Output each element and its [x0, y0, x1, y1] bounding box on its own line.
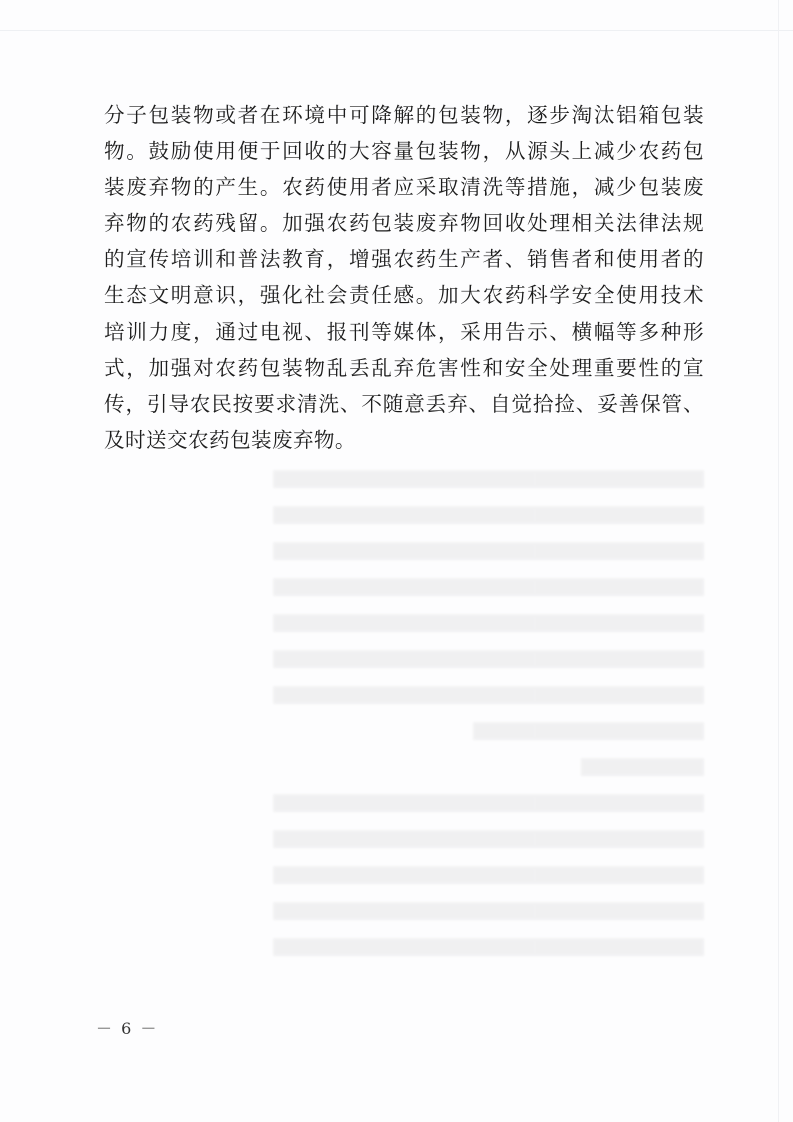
paragraph-line: 装废弃物的产生。农药使用者应采取清洗等措施，减少包装废 [104, 175, 704, 200]
paragraph-line: 式，加强对农药包装物乱丢乱弃危害性和安全处理重要性的宣 [104, 355, 704, 380]
paragraph-line: 传，引导农民按要求清洗、不随意丢弃、自觉拾捡、妥善保管、 [104, 391, 704, 416]
paragraph-line: 分子包装物或者在环境中可降解的包装物，逐步淘汰铝箱包装 [104, 103, 704, 127]
paragraph-line: 的宣传培训和普法教育，增强农药生产者、销售者和使用者的 [104, 247, 704, 272]
paragraph-line: 及时送交农药包装废弃物。 [104, 427, 356, 452]
page-number: － 6 － [96, 1019, 159, 1038]
scan-edge-top [0, 30, 793, 31]
bleed-through-texture: ▆▆▆▆▆▆▆▆▆▆▆▆▆▆▆▆▆▆▆▆▆▆▆▆▆▆▆▆ ▆▆▆▆▆▆▆▆▆▆▆▆▆▆▆▆▆▆▆▆▆▆▆▆▆▆▆▆ ▆▆▆▆▆▆▆▆▆▆▆▆▆▆▆▆▆▆▆▆▆▆▆▆▆▆▆▆ ▆▆▆▆▆▆▆▆▆▆▆▆▆▆▆▆▆▆▆▆▆▆▆▆▆▆▆▆ ▆▆▆▆▆▆▆▆▆▆▆▆▆▆▆▆▆▆▆▆▆▆▆▆▆▆▆▆ ▆▆▆▆▆▆▆▆▆▆▆▆▆▆▆▆▆▆▆▆▆▆▆▆▆▆▆▆ ▆▆▆▆▆▆▆▆▆▆▆▆▆▆▆▆▆▆▆▆▆▆▆▆▆▆▆▆ ▆▆▆▆▆▆▆▆▆▆▆▆▆▆▆ ▆▆▆▆▆▆▆▆ ▆▆▆▆▆▆▆▆▆▆▆▆▆▆▆▆▆▆▆▆▆▆▆▆▆▆▆▆ ▆▆▆▆▆▆▆▆▆▆▆▆▆▆▆▆▆▆▆▆▆▆▆▆▆▆▆▆ ▆▆▆▆▆▆▆▆▆▆▆▆▆▆▆▆▆▆▆▆▆▆▆▆▆▆▆▆ ▆▆▆▆▆▆▆▆▆▆▆▆▆▆▆▆▆▆▆▆▆▆▆▆▆▆▆▆ ▆▆▆▆▆▆▆▆▆▆▆▆▆▆▆▆▆▆▆▆▆▆▆▆▆▆▆▆ [273, 464, 704, 956]
paragraph-line: 物。鼓励使用便于回收的大容量包装物，从源头上减少农药包 [104, 139, 704, 164]
scan-edge-right [778, 0, 779, 1122]
paragraph-line: 弃物的农药残留。加强农药包装废弃物回收处理相关法律法规 [104, 211, 704, 236]
body-paragraph [104, 97, 704, 458]
paragraph-line: 生态文明意识，强化社会责任感。加大农药科学安全使用技术 [104, 283, 704, 308]
paragraph-line: 培训力度，通过电视、报刊等媒体，采用告示、横幅等多种形 [104, 319, 704, 344]
